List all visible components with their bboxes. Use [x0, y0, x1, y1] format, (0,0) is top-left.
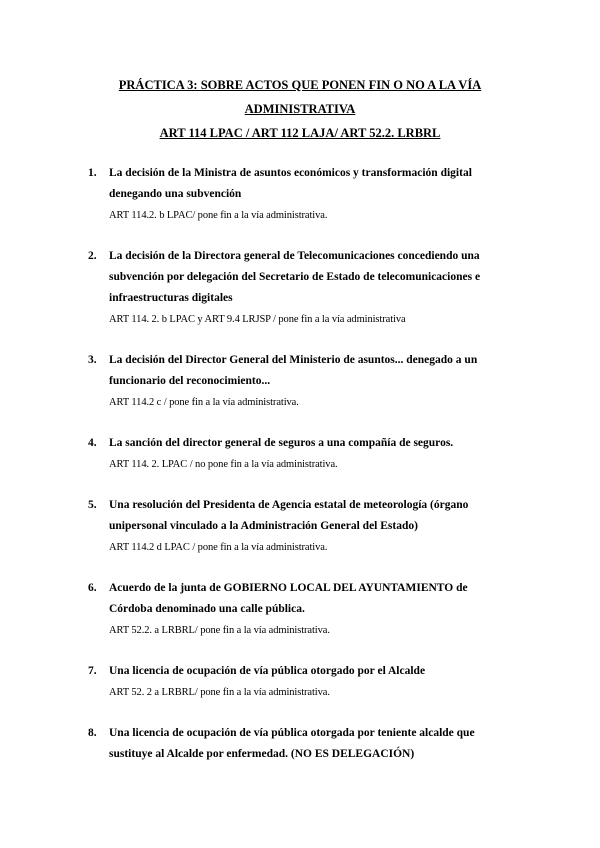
list-item [88, 661, 508, 703]
list-item [88, 723, 508, 765]
list-item [88, 246, 508, 330]
item-answer: ART 114. 2. b LPAC y ART 9.4 LRJSP / pone fin a la vía administrativa [109, 314, 406, 325]
item-statement: Una resolución del Presidenta de Agencia estatal de meteorología (órgano unipersonal vinculado a la Administración General del Estado) [109, 499, 469, 532]
item-answer: ART 52. 2 a LRBRL/ pone fin a la vía administrativa. [109, 687, 330, 698]
item-answer: ART 114. 2. LPAC / no pone fin a la vía administrativa. [109, 459, 338, 470]
item-statement: La decisión del Director General del Ministerio de asuntos... denegado a un funcionario del reconocimiento... [109, 354, 478, 387]
item-answer: ART 114.2 d LPAC / pone fin a la vía administrativa. [109, 542, 328, 553]
list-item [88, 350, 508, 413]
item-number: 4. [88, 437, 97, 449]
item-number: 2. [88, 250, 97, 262]
list-item [88, 495, 508, 558]
item-number: 7. [88, 665, 97, 677]
item-statement: La decisión de la Directora general de Telecomunicaciones concediendo una subvención por delegación del Secretario de Estado de telecomunicaciones e infraestructuras digitales [109, 250, 481, 304]
title-line-1: PRÁCTICA 3: SOBRE ACTOS QUE PONEN FIN O NO A LA VÍA [118, 78, 482, 92]
item-answer: ART 114.2. b LPAC/ pone fin a la vía administrativa. [109, 210, 328, 221]
list-item [88, 578, 508, 641]
item-number: 5. [88, 499, 97, 511]
exercise-list [88, 163, 508, 785]
document-title [60, 73, 540, 145]
list-item [88, 433, 508, 475]
title-line-2: ADMINISTRATIVA [244, 102, 356, 116]
item-number: 1. [88, 167, 97, 179]
item-number: 6. [88, 582, 97, 594]
item-answer: ART 114.2 c / pone fin a la vía administrativa. [109, 397, 299, 408]
item-statement: Acuerdo de la junta de GOBIERNO LOCAL DEL AYUNTAMIENTO de Córdoba denominado una calle pública. [109, 582, 468, 615]
item-statement: Una licencia de ocupación de vía pública otorgada por teniente alcalde que sustituye al Alcalde por enfermedad. (NO ES DELEGACIÓN) [109, 727, 475, 760]
item-answer: ART 52.2. a LRBRL/ pone fin a la vía administrativa. [109, 625, 330, 636]
item-statement: Una licencia de ocupación de vía pública otorgado por el Alcalde [109, 665, 426, 677]
item-statement: La decisión de la Ministra de asuntos económicos y transformación digital denegando una subvención [109, 167, 472, 200]
item-statement: La sanción del director general de seguros a una compañía de seguros. [109, 437, 454, 449]
title-line-3: ART 114 LPAC / ART 112 LAJA/ ART 52.2. LRBRL [159, 126, 441, 140]
list-item [88, 163, 508, 226]
item-number: 8. [88, 727, 97, 739]
item-number: 3. [88, 354, 97, 366]
